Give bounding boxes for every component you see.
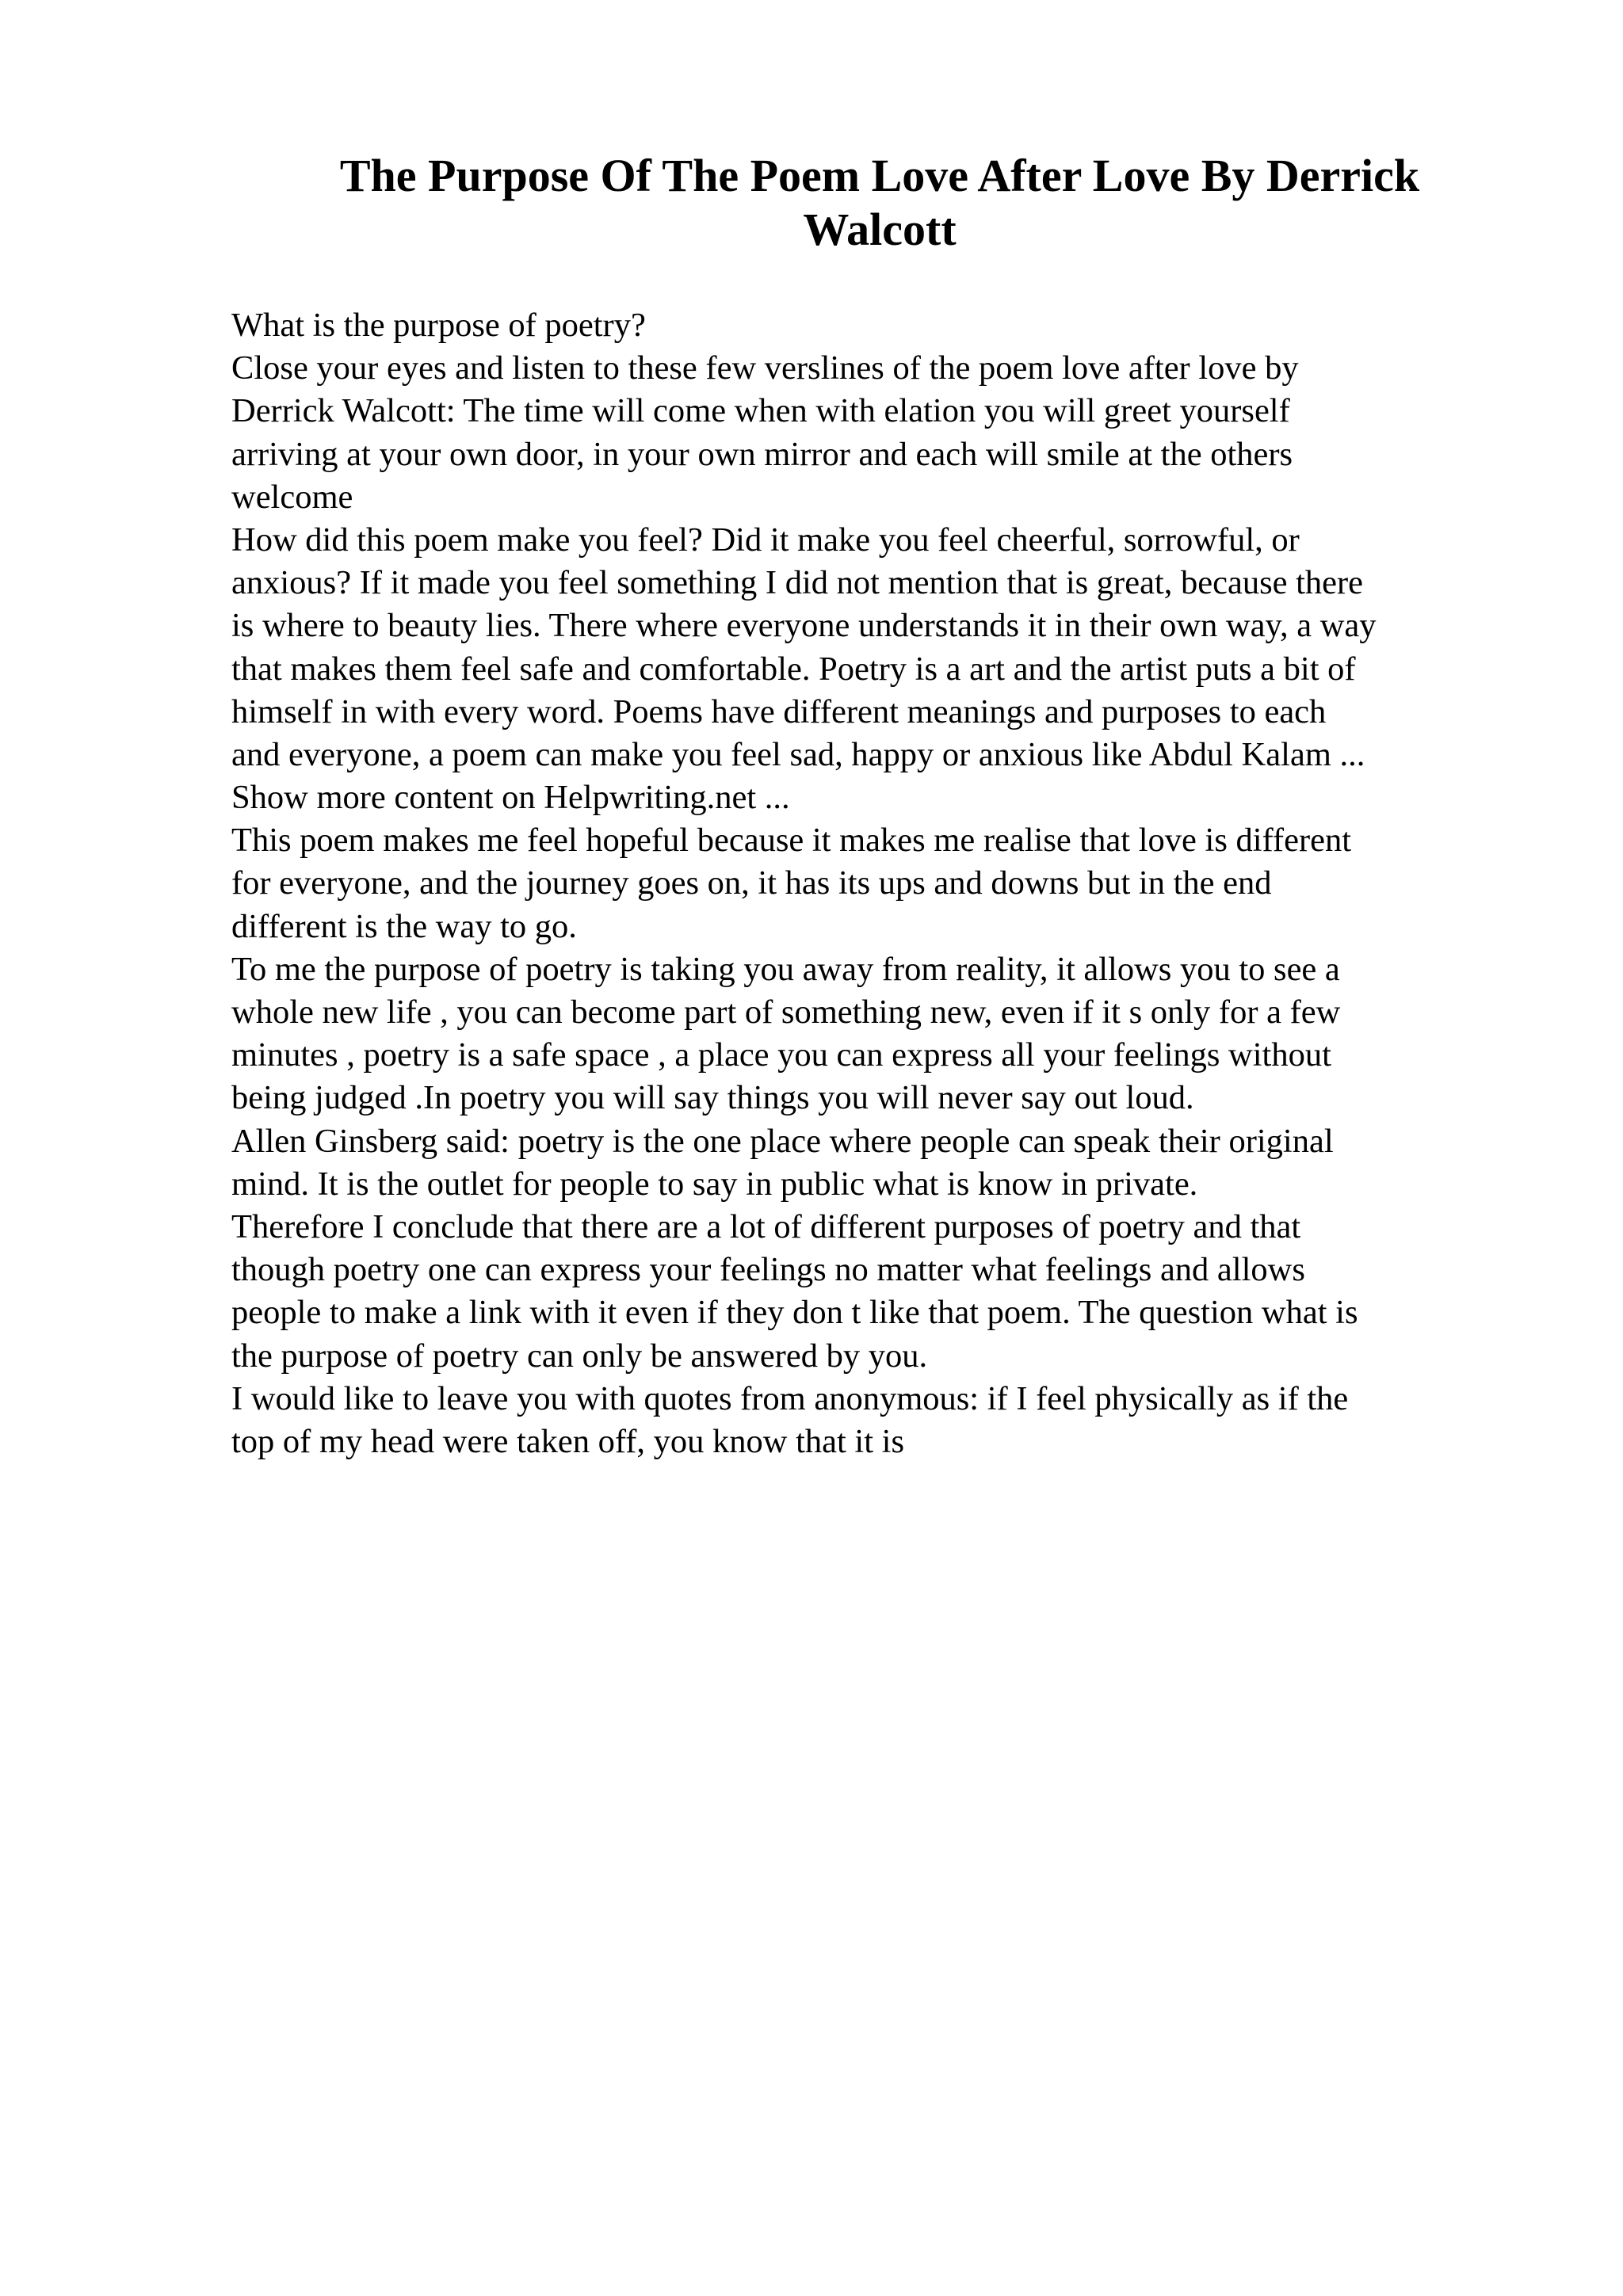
- title-line: Walcott: [803, 204, 957, 255]
- body-line: different is the way to go.: [231, 907, 577, 945]
- body-line: To me the purpose of poetry is taking you away from reality, it allows you to see a: [231, 950, 1340, 988]
- body-line: whole new life , you can become part of something new, even if it s only for a few: [231, 994, 1341, 1031]
- body-line: and everyone, a poem can make you feel sad, happy or anxious like Abdul Kalam ...: [231, 735, 1365, 773]
- body-line: arriving at your own door, in your own mirror and each will smile at the others: [231, 435, 1293, 473]
- body-line: the purpose of poetry can only be answered by you.: [231, 1337, 928, 1375]
- body-line: that makes them feel safe and comfortable. Poetry is a art and the artist puts a bit of: [231, 650, 1356, 688]
- body-line: is where to beauty lies. There where everyone understands it in their own way, a way: [231, 607, 1377, 645]
- body-line: How did this poem make you feel? Did it make you feel cheerful, sorrowful, or: [231, 521, 1300, 559]
- body-line: minutes , poetry is a safe space , a place you can express all your feelings without: [231, 1036, 1331, 1074]
- body-line: himself in with every word. Poems have different meanings and purposes to each: [231, 692, 1327, 730]
- body-line: I would like to leave you with quotes from anonymous: if I feel physically as if the: [231, 1379, 1349, 1417]
- body-line: though poetry one can express your feelings no matter what feelings and allows: [231, 1251, 1305, 1289]
- body-line: being judged .In poetry you will say things you will never say out loud.: [231, 1079, 1194, 1117]
- body-line: This poem makes me feel hopeful because it makes me realise that love is different: [231, 822, 1352, 860]
- body-line: people to make a link with it even if they don t like that poem. The question what is: [231, 1294, 1358, 1332]
- body-line: anxious? If it made you feel something I did not mention that is great, because there: [231, 564, 1364, 602]
- title-line: The Purpose Of The Poem Love After Love By Derrick: [339, 150, 1420, 201]
- document-title: [238, 149, 1522, 257]
- body-line: Therefore I conclude that there are a lot of different purposes of poetry and that: [231, 1207, 1301, 1245]
- body-line: top of my head were taken off, you know that it is: [231, 1422, 905, 1460]
- body-line: welcome: [231, 478, 353, 516]
- body-line: Allen Ginsberg said: poetry is the one place where people can speak their original: [231, 1122, 1334, 1160]
- body-line: What is the purpose of poetry?: [231, 307, 646, 344]
- body-line: for everyone, and the journey goes on, it has its ups and downs but in the end: [231, 864, 1272, 902]
- body-line: Derrick Walcott: The time will come when with elation you will greet yourself: [231, 392, 1290, 430]
- body-line: Show more content on Helpwriting.net ...: [231, 779, 790, 817]
- body-line: Close your eyes and listen to these few verslines of the poem love after love by: [231, 349, 1299, 387]
- document-body: [231, 304, 1515, 1463]
- body-line: mind. It is the outlet for people to say in public what is know in private.: [231, 1165, 1198, 1203]
